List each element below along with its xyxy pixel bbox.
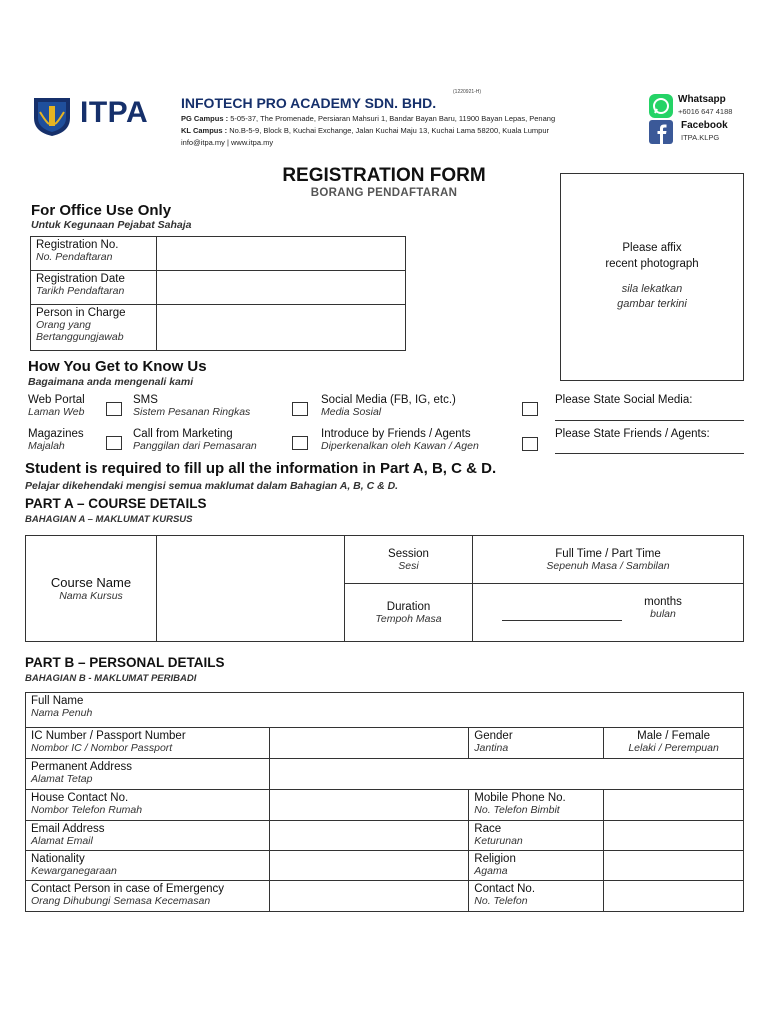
option-web-portal: Web Portal Laman Web — [28, 394, 85, 418]
personal-details-table — [25, 692, 744, 912]
nationality-field[interactable] — [269, 851, 469, 881]
address-block — [181, 113, 641, 149]
how-know-subtitle: Bagaimana anda mengenali kami — [28, 376, 194, 388]
course-name-label: Course Name Nama Kursus — [26, 536, 157, 642]
course-name-field[interactable] — [157, 536, 345, 642]
whatsapp-contact[interactable] — [648, 93, 758, 117]
pg-campus-label: PG Campus : — [181, 114, 229, 123]
session-label: Session Sesi — [345, 536, 473, 584]
ic-number-label: IC Number / Passport Number Nombor IC / Nombor Passport — [26, 728, 270, 759]
race-label: Race Keturunan — [469, 821, 604, 851]
how-know-title: How You Get to Know Us — [28, 358, 207, 375]
facebook-handle: ITPA.KLPG — [681, 133, 720, 142]
duration-label: Duration Tempoh Masa — [345, 584, 473, 642]
photo-instruction-2: recent photograph — [605, 258, 699, 270]
registration-no-field[interactable] — [157, 237, 406, 271]
office-use-title: For Office Use Only — [31, 202, 172, 219]
course-details-table — [25, 535, 744, 642]
itpa-shield-icon — [30, 94, 74, 138]
pg-campus-address: 5-05-37, The Promenade, Persiaran Mahsuri 1, Bandar Bayan Baru, 11900 Bayan Lepas, Penang — [230, 114, 556, 123]
sms-checkbox[interactable] — [292, 402, 308, 416]
state-friends-input[interactable] — [555, 453, 744, 454]
ic-number-field[interactable] — [269, 728, 469, 759]
friends-agents-checkbox[interactable] — [522, 437, 538, 451]
notice-text: Student is required to fill up all the information in Part A, B, C & D. — [25, 460, 497, 477]
house-contact-field[interactable] — [269, 790, 469, 821]
state-friends-label: Please State Friends / Agents: — [555, 428, 710, 440]
emergency-contact-label: Contact Person in case of Emergency Orang Dihubungi Semasa Kecemasan — [26, 881, 270, 912]
office-use-table — [30, 236, 406, 351]
state-social-media-input[interactable] — [555, 420, 744, 421]
web-portal-checkbox[interactable] — [106, 402, 122, 416]
mobile-field[interactable] — [604, 790, 744, 821]
part-a-subtitle: BAHAGIAN A – MAKLUMAT KURSUS — [25, 514, 193, 525]
months-label: months — [644, 596, 682, 608]
logo-text: ITPA — [80, 96, 149, 129]
part-b-subtitle: BAHAGIAN B - MAKLUMAT PERIBADI — [25, 673, 197, 684]
part-b-title: PART B – PERSONAL DETAILS — [25, 655, 225, 670]
whatsapp-label: Whatsapp — [678, 94, 726, 105]
months-label-ms: bulan — [650, 608, 676, 620]
emergency-contact-field[interactable] — [269, 881, 469, 912]
registration-date-field[interactable] — [157, 271, 406, 305]
form-subtitle: BORANG PENDAFTARAN — [310, 187, 458, 199]
magazines-checkbox[interactable] — [106, 436, 122, 450]
call-marketing-checkbox[interactable] — [292, 436, 308, 450]
social-media-checkbox[interactable] — [522, 402, 538, 416]
photo-instruction-ms-2: gambar terkini — [617, 298, 687, 310]
email-field[interactable] — [269, 821, 469, 851]
option-social-media: Social Media (FB, IG, etc.) Media Sosial — [321, 394, 456, 418]
state-social-media-label: Please State Social Media: — [555, 394, 693, 406]
gender-field[interactable]: Male / Female Lelaki / Perempuan — [604, 728, 744, 759]
kl-campus-address: No.B-5-9, Block B, Kuchai Exchange, Jalan Kuchai Maju 13, Kuchai Lama 58200, Kuala Lumpur — [229, 126, 549, 135]
house-contact-label: House Contact No. Nombor Telefon Rumah — [26, 790, 270, 821]
contact-no-label: Contact No. No. Telefon — [469, 881, 604, 912]
religion-field[interactable] — [604, 851, 744, 881]
nationality-label: Nationality Kewarganegaraan — [26, 851, 270, 881]
race-field[interactable] — [604, 821, 744, 851]
photo-instruction-ms: sila lekatkan — [621, 283, 683, 295]
part-a-title: PART A – COURSE DETAILS — [25, 496, 207, 511]
gender-label: Gender Jantina — [469, 728, 604, 759]
religion-label: Religion Agama — [469, 851, 604, 881]
whatsapp-icon — [648, 93, 674, 119]
kl-campus-label: KL Campus : — [181, 126, 228, 135]
option-sms: SMS Sistem Pesanan Ringkas — [133, 394, 251, 418]
option-magazines: Magazines Majalah — [28, 428, 84, 452]
facebook-contact[interactable] — [648, 119, 758, 143]
photo-instruction: Please affix — [622, 242, 682, 254]
duration-input[interactable] — [502, 620, 622, 621]
duration-field[interactable] — [473, 584, 744, 642]
registration-date-label: Registration Date Tarikh Pendaftaran — [31, 271, 157, 305]
notice-text-ms: Pelajar dikehendaki mengisi semua maklumat dalam Bahagian A, B, C & D. — [25, 480, 399, 492]
full-name-field[interactable]: Full Name Nama Penuh — [26, 693, 744, 728]
logo — [30, 96, 170, 136]
company-reg: (1220921-H) — [453, 89, 482, 95]
company-name: INFOTECH PRO ACADEMY SDN. BHD. — [181, 95, 437, 111]
facebook-icon — [648, 119, 674, 145]
contact-line[interactable]: info@itpa.my | www.itpa.my — [181, 138, 274, 147]
contact-no-field[interactable] — [604, 881, 744, 912]
option-call-marketing: Call from Marketing Panggilan dari Pemasaran — [133, 428, 257, 452]
email-label: Email Address Alamat Email — [26, 821, 270, 851]
session-field[interactable]: Full Time / Part Time Sepenuh Masa / Sambilan — [473, 536, 744, 584]
person-in-charge-label: Person in Charge Orang yang Bertanggungjawab — [31, 305, 157, 351]
form-title: REGISTRATION FORM — [282, 165, 486, 186]
person-in-charge-field[interactable] — [157, 305, 406, 351]
facebook-label: Facebook — [681, 120, 728, 131]
office-use-subtitle: Untuk Kegunaan Pejabat Sahaja — [31, 219, 192, 231]
whatsapp-number: +6016 647 4188 — [678, 107, 733, 116]
registration-no-label: Registration No. No. Pendaftaran — [31, 237, 157, 271]
address-field[interactable] — [269, 759, 743, 790]
option-friends-agents: Introduce by Friends / Agents Diperkenalkan oleh Kawan / Agen — [321, 428, 479, 452]
address-label: Permanent Address Alamat Tetap — [26, 759, 270, 790]
mobile-label: Mobile Phone No. No. Telefon Bimbit — [469, 790, 604, 821]
photo-box — [560, 173, 744, 381]
